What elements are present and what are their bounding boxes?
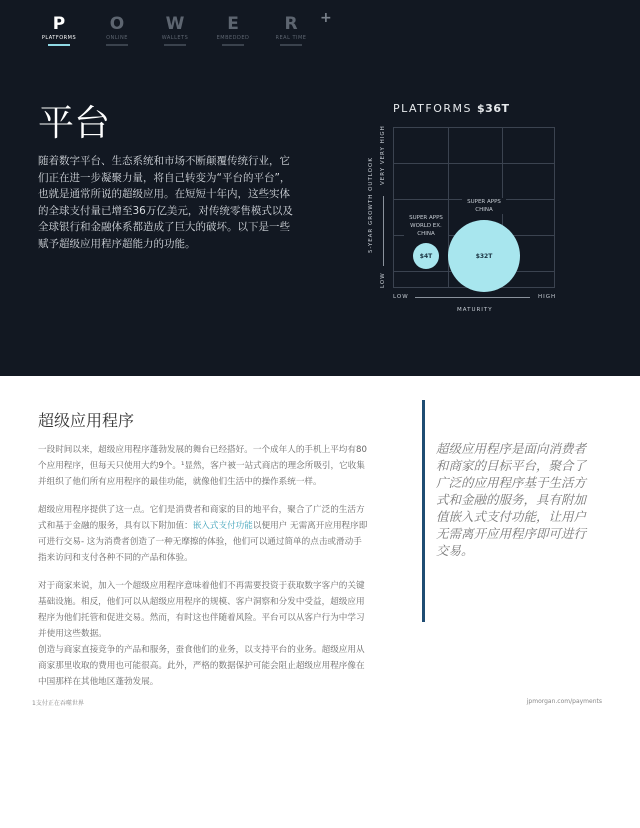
bubble-label: SUPER APPS CHINA [462,198,506,214]
footer-url[interactable]: jpmorgan.com/payments [526,698,602,705]
nav-real-time[interactable] [262,14,320,46]
nav-letter: P [52,14,66,34]
chart-title [393,102,509,115]
intro-text: 随着数字平台、生态系统和市场不断颠覆传统行业，它们正在进一步凝聚力量，将自己转变为“平台的平台”，也就是通常所说的超级应用。在短短十年内，这些实体的全球支付量已增至36万亿美元，对传统零售模式以及全球银行和金融体系都造成了巨大的破坏。以下是一些赋予超级应用程序超能力的功能。 [38,155,293,250]
nav-letter: E [227,14,239,34]
quote-bar [422,400,425,622]
text: 以便用户 无需离开应用程序即可进行交易- 这为消费者创造了一种无摩擦的体验，他们可以通过简单的点击或滑动手指来访问和支付各种不同的产品和体验。 [38,521,368,563]
y-axis-arrow [383,196,384,266]
nav-letter: W [165,14,185,34]
chart-title-value: $36T [477,102,510,115]
x-tick-high: HIGH [538,294,557,300]
nav-label: WALLETS [161,35,189,41]
bubble-chart-grid [393,127,555,288]
pull-quote: 超级应用程序是面向消费者和商家的目标平台，聚合了广泛的应用程序基于生活方式和金融的服务，具有附加值嵌入式支付功能，让用户无需离开应用程序即可进行交易。 [436,441,587,558]
nav-label: EMBEDDED [216,35,250,41]
y-tick-high: VERY VERY HIGH [380,125,386,185]
footnote: 1支付正在吞噬世界 [32,700,84,707]
nav-underline [280,44,302,46]
paragraph: 一段时间以来，超级应用程序蓬勃发展的舞台已经搭好。一个成年人的手机上平均有80个应用程序，但每天只使用大约9个。¹显然，客户被一站式商店的理念所吸引，它收集并组织了他们所有应用程序的最佳功能，就像他们生活中的操作系统一样。 [38,445,367,487]
nav-embedded[interactable] [204,14,262,46]
y-tick-low: LOW [380,272,386,288]
x-tick-low: LOW [393,294,409,300]
x-axis-label: MATURITY [457,307,493,313]
hero-section [0,0,640,376]
paragraph [38,502,368,566]
nav-underline [48,44,70,46]
nav-online[interactable] [88,14,146,46]
nav-underline [222,44,244,46]
power-nav [30,10,332,46]
nav-label: PLATFORMS [41,35,77,41]
bubble-china: $32T [448,220,520,292]
nav-underline [164,44,186,46]
nav-label: REAL TIME [275,35,307,41]
nav-letter: O [109,14,125,34]
bubble-label: SUPER APPS WORLD EX. CHINA [404,214,448,238]
paragraph: 创造与商家直接竞争的产品和服务，蚕食他们的业务，以支持平台的业务。超级应用从商家那里收取的费用也可能很高。此外，严格的数据保护可能会阻止超级应用程序像在中国那样在其他地区蓬勃发展。 [38,645,365,687]
nav-platforms[interactable] [30,14,88,46]
y-axis-label: 5-YEAR GROWTH OUTLOOK [368,157,374,253]
grid-line [394,163,554,164]
chart-title-prefix: PLATFORMS [393,102,473,115]
bubble-world-ex-china: $4T [413,243,439,269]
x-axis-arrow [415,297,530,298]
nav-label: ONLINE [106,35,128,41]
embedded-payments-link[interactable]: 嵌入式支付功能 [192,521,253,531]
section-heading: 超级应用程序 [38,411,135,430]
body-text [38,442,368,702]
nav-underline [106,44,128,46]
page-title: 平台 [38,103,111,144]
nav-letter: R [284,14,298,34]
plus-icon[interactable]: + [320,10,332,26]
paragraph: 对于商家来说，加入一个超级应用程序意味着他们不再需要投资于获取数字客户的关键基础设施。相反，他们可以从超级应用程序的规模、客户洞察和分发中受益，超级应用程序为他们托管和促进交易。然而，有时这也伴随着风险。平台可以从客户行为中学习并使用这些数据。 [38,581,365,639]
text: 超级应用程序提供了这一点。它们是消费者和商家的目的地平台，聚合了广泛的生活方式和基于金融的服务，具有以下附加值： [38,505,365,531]
nav-wallets[interactable] [146,14,204,46]
